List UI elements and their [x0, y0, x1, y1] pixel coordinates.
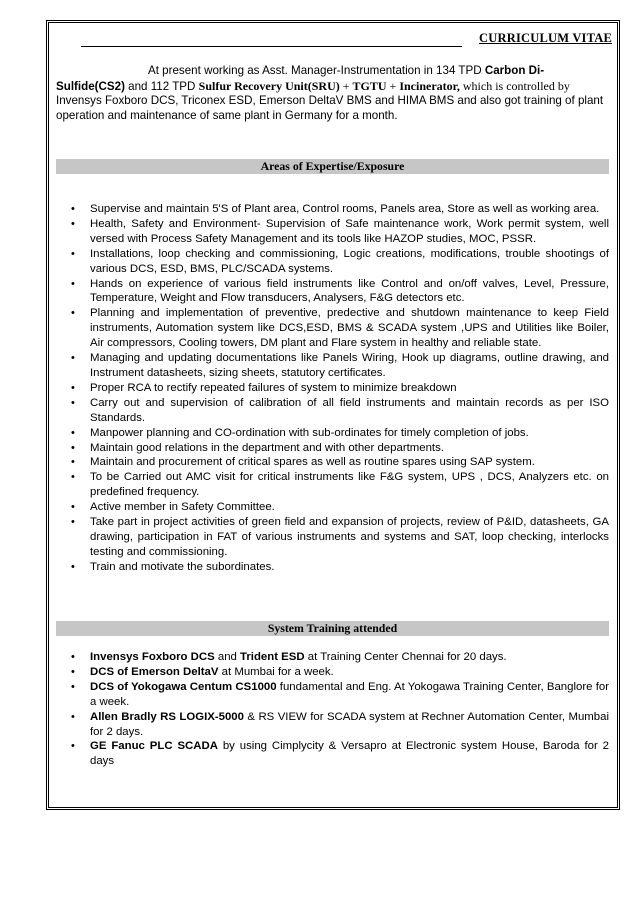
training-text: & RS VIEW for SCADA system at Rechner Automation Center, Mumbai for 2 days.: [90, 710, 609, 738]
training-text: by using Cimplycity & Versapro at Electronic system House, Baroda for 2 days: [90, 740, 609, 768]
list-item-text: Supervise and maintain 5'S of Plant area, Control rooms, Panels area, Store as well as working area.: [90, 203, 600, 215]
bullet-icon: •: [71, 277, 75, 290]
bullet-icon: •: [71, 501, 75, 514]
bullet-icon: •: [71, 441, 75, 454]
list-item-text: Train and motivate the subordinates.: [90, 560, 275, 573]
bullet-icon: •: [71, 396, 75, 409]
intro-text-4: +: [386, 78, 400, 93]
list-item-text: Maintain good relations in the department and with other departments.: [90, 441, 444, 454]
list-item-text: Carry out and supervision of calibration of all field instruments and maintain records as per ISO Standards.: [90, 396, 609, 424]
bullet-icon: •: [71, 307, 75, 320]
intro-text-6: Invensys Foxboro DCS, Triconex ESD, Emerson DeltaV BMS and HIMA BMS and also got training of plant operation and maintenance of same plant in Germany for a month.: [56, 94, 604, 122]
list-item: [56, 381, 609, 396]
bullet-icon: •: [71, 352, 75, 365]
list-item-text: Managing and updating documentations like Panels Wiring, Hook up diagrams, outline drawing, and Instrument datasheets, sizing sheets, statutory certificates.: [90, 352, 609, 379]
list-item-text: Hands on experience of various field instruments like Control and on/off valves, Level, Pressure, Temperature, Weight and Flow transducers, Analysers, F&G detectors etc.: [90, 277, 609, 305]
training-system-name: Trident ESD: [240, 651, 305, 663]
list-item-text: Maintain and procurement of critical spares as well as routine spares using SAP system.: [90, 456, 535, 469]
list-item-text: Proper RCA to rectify repeated failures of system to minimize breakdown: [90, 381, 457, 394]
list-item-text: Health, Safety and Environment- Supervision of Safe maintenance work, Work permit system, well versed with Process Safety Management and its tools like HAZOP studies, MOC, PSSR.: [90, 217, 609, 245]
list-item-text: Active member in Safety Committee.: [90, 501, 275, 514]
training-system-name: GE Fanuc PLC SCADA: [90, 740, 218, 753]
training-text: at Mumbai for a week.: [218, 665, 334, 678]
section-heading-expertise: [56, 159, 609, 174]
bullet-icon: •: [71, 710, 75, 723]
intro-paragraph: [56, 64, 612, 123]
list-item-text: Take part in project activities of green field and expansion of projects, review of P&ID, datasheets, GA drawing, participation in FAT of various instruments and systems and SAT, loop checking, interlocks testing and commissioning.: [90, 516, 609, 558]
intro-text-2: and 112 TPD: [124, 79, 199, 93]
intro-text-3: +: [339, 78, 353, 93]
intro-bold-3: Sulfur Recovery Unit(SRU): [198, 78, 340, 93]
list-item: [56, 306, 609, 351]
list-item: [56, 680, 609, 710]
list-item: [56, 470, 609, 500]
section-heading-label: Areas of Expertise/Exposure: [260, 159, 405, 173]
bullet-icon: •: [71, 381, 75, 394]
header-rule: [81, 46, 462, 47]
intro-bold-2: (CS2): [94, 79, 125, 93]
training-system-name: DCS of Yokogawa Centum CS1000: [90, 680, 277, 693]
list-item-text: To be Carried out AMC visit for critical instruments like F&G system, UPS , DCS, Analyzers etc. on predefined frequency.: [90, 471, 609, 499]
list-item-text: Manpower planning and CO-ordination with sub-ordinates for timely completion of jobs.: [90, 426, 529, 439]
training-system-name: Invensys Foxboro DCS: [90, 651, 215, 663]
list-item: [56, 739, 609, 769]
bullet-icon: •: [71, 471, 75, 484]
list-item-text: Planning and implementation of preventive, predective and shutdown maintenance to keep Field instruments, Automation system like DCS,ESD, BMS & SCADA system ,UPS and Utilities like Boiler, Air compressors, Cooling towers, DM plant and Flare system in healthy and reliable state.: [90, 307, 609, 350]
list-item: [56, 202, 609, 217]
training-text: fundamental and Eng. At Yokogawa Training Center, Banglore for a week.: [90, 680, 609, 708]
section-heading-training: [56, 621, 609, 636]
list-item: [56, 455, 609, 470]
training-list: [56, 650, 609, 769]
list-item: [56, 500, 609, 515]
bullet-icon: •: [71, 516, 75, 529]
cv-header: [81, 31, 612, 47]
list-item: [56, 426, 609, 441]
training-system-name: Allen Bradly RS LOGIX-5000: [90, 710, 244, 723]
list-item: [56, 515, 609, 560]
bullet-icon: •: [71, 247, 75, 260]
intro-text-5: which is controlled by: [459, 78, 570, 93]
list-item: [56, 441, 609, 456]
list-item: [56, 710, 609, 740]
expertise-list: [56, 202, 609, 575]
training-system-name: DCS of Emerson DeltaV: [90, 665, 219, 678]
bullet-icon: •: [71, 680, 75, 693]
intro-bold-1: Carbon Di-Sulfide: [56, 64, 545, 93]
list-item: [56, 665, 609, 680]
intro-bold-5: Incinerator,: [399, 78, 460, 93]
list-item: [56, 560, 609, 575]
bullet-icon: •: [71, 203, 75, 215]
bullet-icon: •: [71, 426, 75, 439]
list-item: [56, 650, 609, 665]
training-text: and: [214, 651, 241, 663]
bullet-icon: •: [71, 651, 75, 663]
intro-text-1: At present working as Asst. Manager-Instrumentation in 134 TPD: [148, 64, 485, 77]
bullet-icon: •: [71, 665, 75, 678]
bullet-icon: •: [71, 217, 75, 230]
intro-bold-4: TGTU: [352, 78, 387, 93]
training-text: at Training Center Chennai for 20 days.: [304, 651, 507, 663]
bullet-icon: •: [71, 740, 75, 753]
list-item: [56, 247, 609, 277]
list-item: [56, 217, 609, 247]
list-item: [56, 396, 609, 426]
section-heading-label: System Training attended: [267, 621, 398, 635]
list-item-text: Installations, loop checking and commissioning, Logic creations, modifications, trouble shootings of various DCS, ESD, BMS, PLC/SCADA systems.: [90, 247, 609, 275]
list-item: [56, 277, 609, 307]
cv-title: CURRICULUM VITAE: [479, 31, 612, 45]
bullet-icon: •: [71, 560, 75, 573]
list-item: [56, 351, 609, 381]
bullet-icon: •: [71, 456, 75, 469]
